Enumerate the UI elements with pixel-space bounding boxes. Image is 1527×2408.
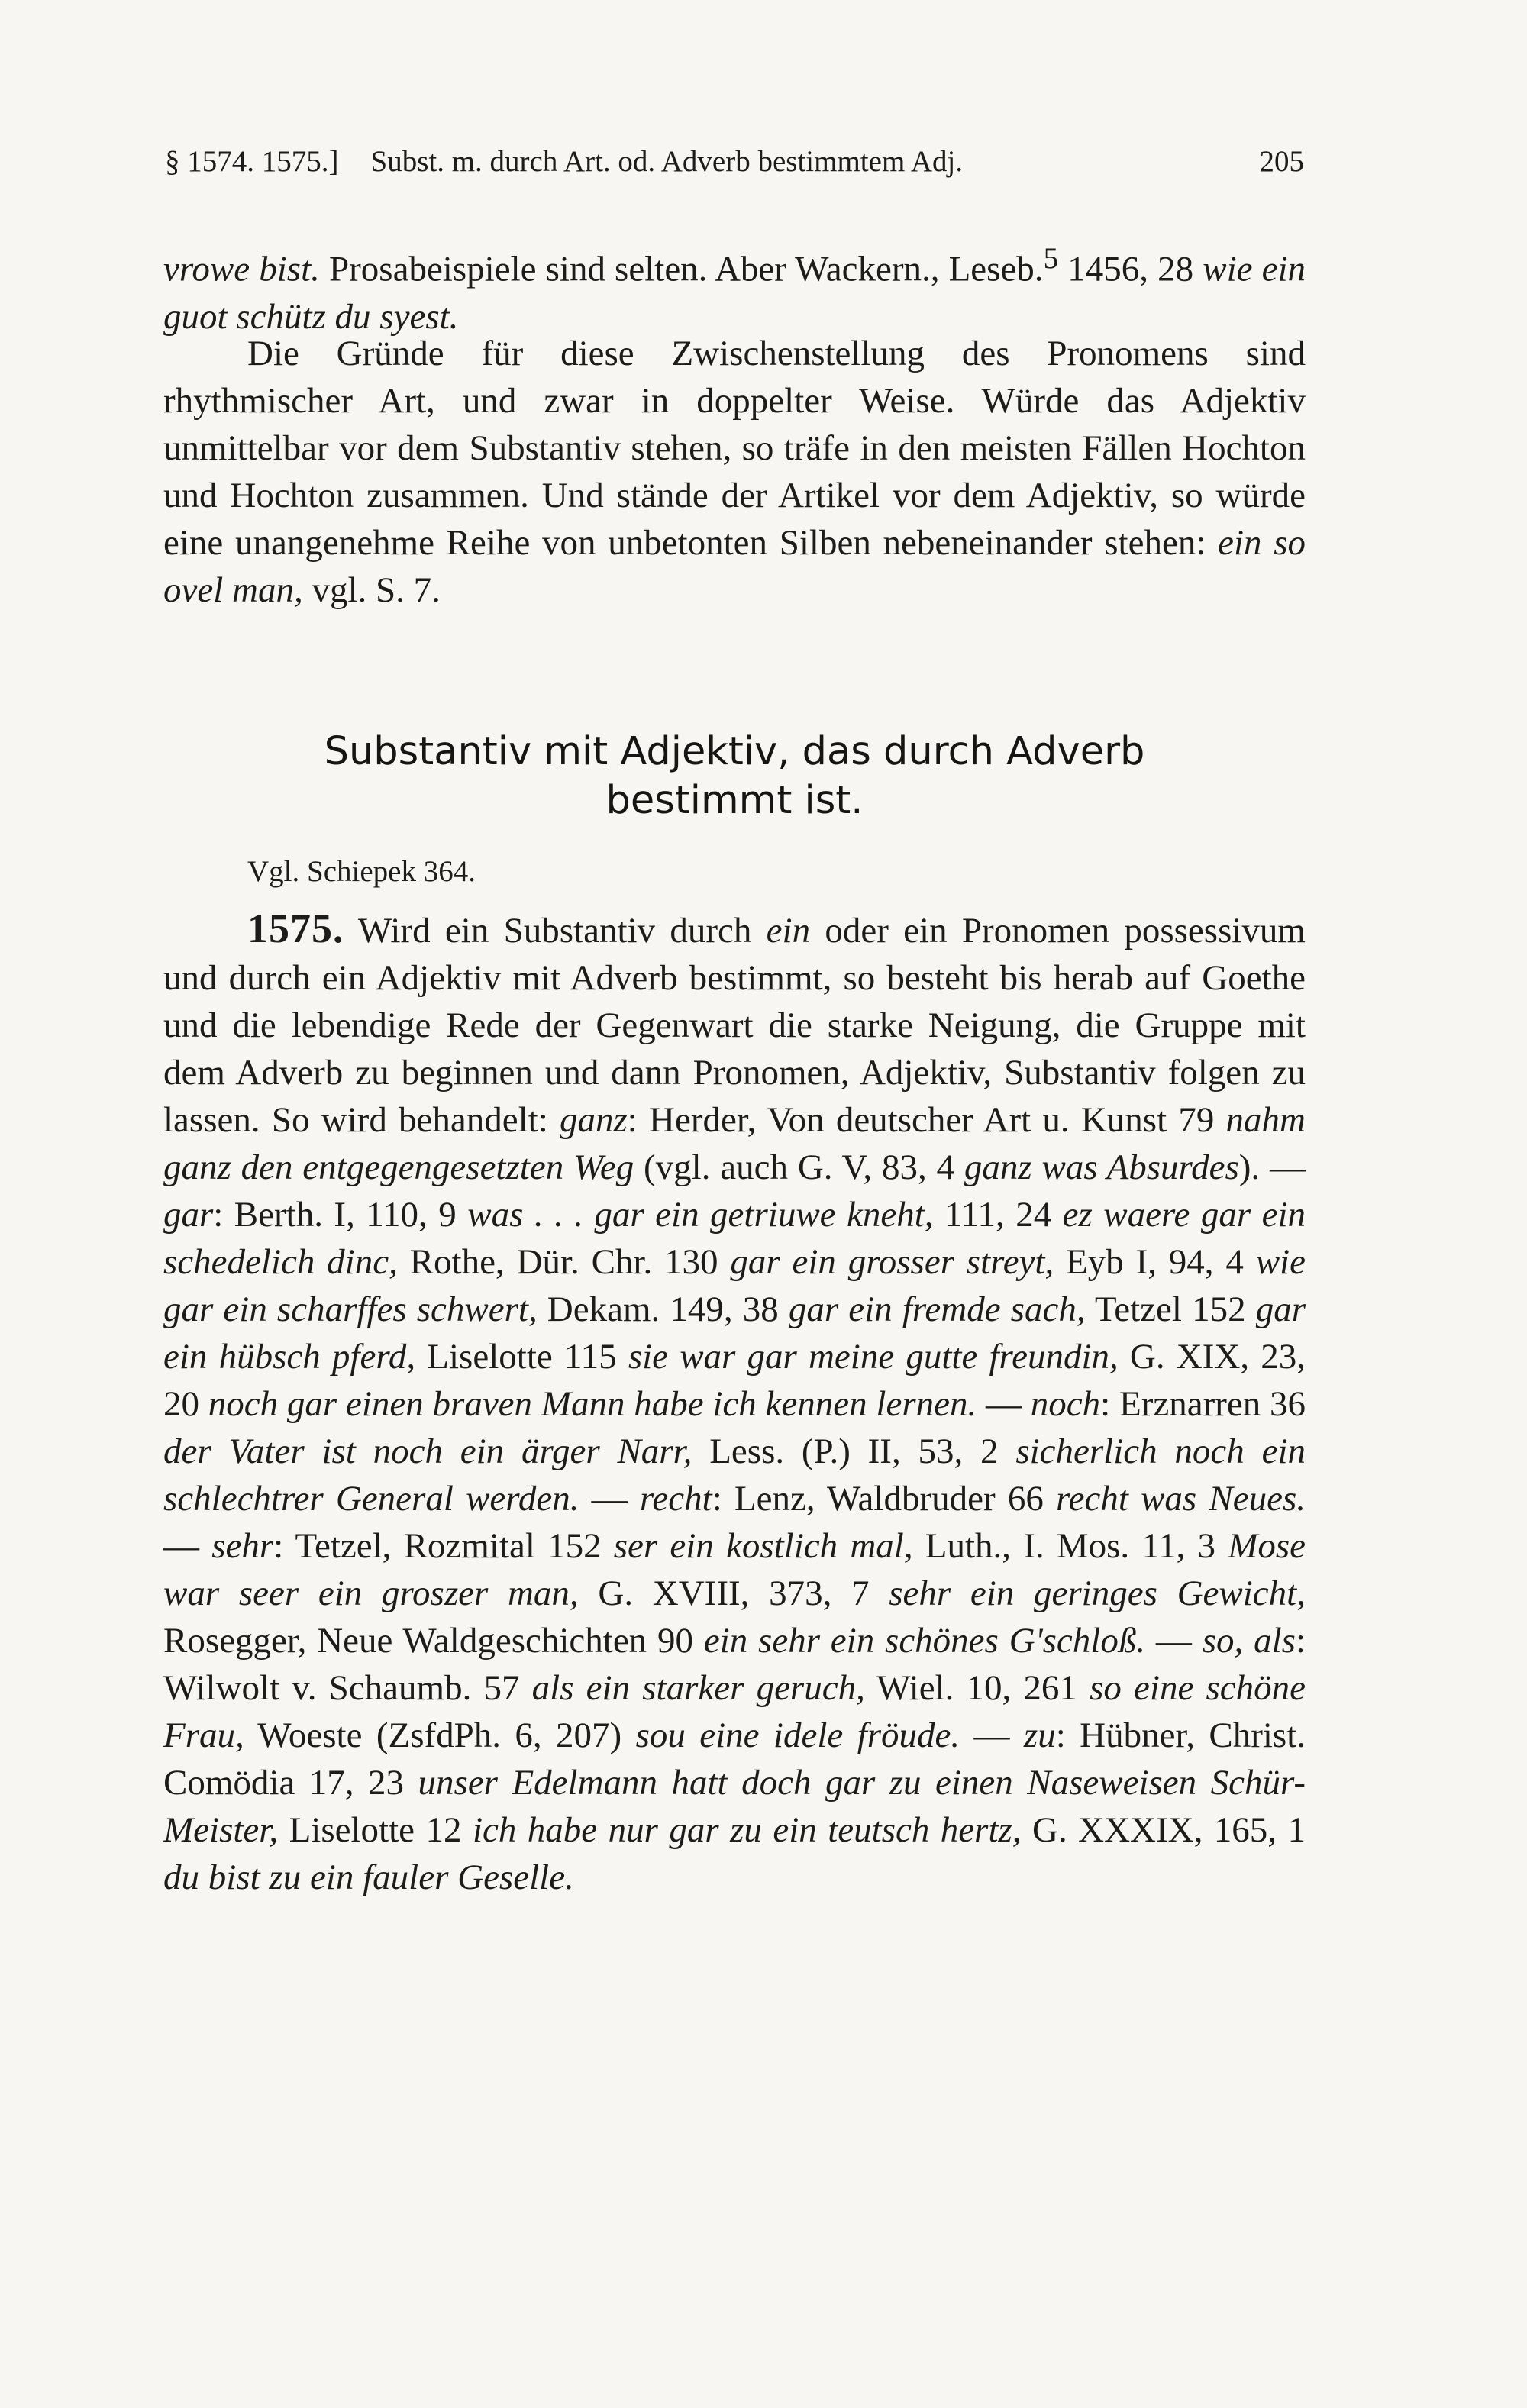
italic-run: vrowe bist. <box>163 249 320 289</box>
text-run: — <box>163 1526 212 1566</box>
italic-run: sicherlich noch ein schlechtrer General werden. <box>163 1432 1306 1519</box>
italic-run: Mose war seer ein groszer man, <box>163 1526 1306 1613</box>
text-run: — <box>960 1716 1024 1755</box>
italic-run: zu <box>1023 1716 1056 1755</box>
reference-note: Vgl. Schiepek 364. <box>247 855 476 888</box>
italic-run: gar ein hübsch pferd, <box>163 1290 1306 1377</box>
italic-run: wie ein guot schütz du syest. <box>163 249 1306 337</box>
text-run: : Lenz, Waldbruder 66 <box>712 1479 1057 1519</box>
text-run: 111, 24 <box>933 1195 1063 1235</box>
text-run: Die Gründe für diese Zwischenstellung des Pronomens sind rhythmischer Art, und zwar in doppelter Weise. Würde das Adjektiv unmittelbar vor dem Substantiv stehen, so träfe in den meisten Fällen Hochton und Hochton zusammen. Und stände der Artikel vor dem Adjektiv, so würde eine unangenehme Reihe von unbetonten Silben nebeneinander stehen: <box>163 334 1306 563</box>
text-run: : Erznarren 36 <box>1100 1384 1306 1424</box>
text-run: Luth., I. Mos. 11, 3 <box>912 1526 1228 1566</box>
italic-run: sou eine idele fröude. <box>635 1716 960 1755</box>
section-number: 1575. <box>247 905 344 951</box>
italic-run: gar ein grosser streyt, <box>730 1242 1054 1282</box>
italic-run: so eine schöne Frau, <box>163 1668 1306 1755</box>
italic-run: unser Edelmann hatt doch gar zu einen Naseweisen Schür-Meister, <box>163 1763 1306 1850</box>
heading-line-2: bestimmt ist. <box>605 778 864 823</box>
italic-run: noch <box>1030 1384 1101 1424</box>
text-run: — <box>1145 1621 1203 1661</box>
italic-run: nahm ganz den entgegengesetzten Weg <box>163 1100 1306 1187</box>
paragraph-text <box>163 905 1306 1901</box>
text-run: — <box>977 1384 1031 1424</box>
text-run: Wird ein Substantiv durch <box>344 911 767 951</box>
italic-run: wie gar ein scharffes schwert, <box>163 1242 1306 1329</box>
italic-run: sie war gar meine gutte freundin, <box>628 1337 1119 1377</box>
italic-run: als ein starker geruch, <box>531 1668 865 1708</box>
text-run: : Hübner, Christ. Comödia 17, 23 <box>163 1716 1306 1803</box>
section-heading <box>163 728 1306 825</box>
italic-run: noch gar einen braven Mann habe ich kennen lernen. <box>208 1384 977 1424</box>
paragraph-rhythm <box>163 330 1306 614</box>
text-run: (vgl. auch G. V, 83, 4 <box>634 1148 964 1187</box>
italic-run: ganz was Absurdes <box>964 1148 1239 1187</box>
text-run: G. XIX, 23, 20 <box>163 1337 1306 1424</box>
text-run: Prosabeispiele sind selten. Aber Wackern., Leseb. <box>319 249 1044 289</box>
header-section-ref: § 1574. 1575.] <box>165 145 339 178</box>
text-run: Tetzel 152 <box>1085 1290 1256 1329</box>
page-number: 205 <box>1259 145 1304 178</box>
text-run: Less. (P.) II, 53, 2 <box>692 1432 1016 1471</box>
text-run: Woeste (ZsfdPh. 6, 207) <box>244 1716 636 1755</box>
text-run: Dekam. 149, 38 <box>537 1290 789 1329</box>
paragraph-runs <box>163 911 1306 1897</box>
text-run: Eyb I, 94, 4 <box>1054 1242 1256 1282</box>
text-run: G. XXXIX, 165, 1 <box>1021 1810 1306 1850</box>
italic-run: gar ein fremde sach, <box>788 1290 1086 1329</box>
text-run: oder ein Pronomen possessivum und durch ein Adjektiv mit Adverb bestimmt, so besteht bis herab auf Goethe und die lebendige Rede der Gegenwart die starke Neigung, die Gruppe mit dem Adverb zu beginnen und dann Pronomen, Adjektiv, Substantiv folgen zu lassen. So wird behandelt: <box>163 911 1306 1140</box>
text-run: G. XVIII, 373, 7 <box>578 1574 889 1613</box>
italic-run: der Vater ist noch ein ärger Narr, <box>163 1432 692 1471</box>
superscript: 5 <box>1043 242 1059 275</box>
paragraph-1575 <box>163 905 1306 1901</box>
italic-run: ich habe nur gar zu ein teutsch hertz, <box>472 1810 1022 1850</box>
italic-run: ein <box>766 911 811 951</box>
text-run: vgl. S. 7. <box>302 570 441 610</box>
paragraph-text <box>163 235 1306 341</box>
text-run: Rothe, Dür. Chr. 130 <box>397 1242 731 1282</box>
paragraph-continued <box>163 235 1306 341</box>
text-run: : Tetzel, Rozmital 152 <box>273 1526 614 1566</box>
text-run: : Berth. I, 110, 9 <box>213 1195 468 1235</box>
italic-run: recht <box>639 1479 712 1519</box>
italic-run: sehr <box>211 1526 274 1566</box>
text-run: : Wilwolt v. Schaumb. 57 <box>163 1621 1306 1708</box>
text-run: 1456, 28 <box>1058 249 1203 289</box>
heading-line-1: Substantiv mit Adjektiv, das durch Adverb <box>324 729 1145 774</box>
italic-run: was . . . gar ein getriuwe kneht, <box>467 1195 934 1235</box>
text-run: Rosegger, Neue Waldgeschichten 90 <box>163 1621 704 1661</box>
text-run: ). — <box>1238 1148 1306 1187</box>
italic-run: sehr ein geringes Gewicht, <box>889 1574 1306 1613</box>
italic-run: gar <box>163 1195 214 1235</box>
text-run: Liselotte 115 <box>415 1337 628 1377</box>
italic-run: du bist zu ein fauler Geselle. <box>163 1858 574 1897</box>
paragraph-text <box>163 330 1306 614</box>
italic-run: ez waere gar ein schedelich dinc, <box>163 1195 1306 1282</box>
italic-run: ser ein kostlich mal, <box>613 1526 913 1566</box>
text-run: Liselotte 12 <box>278 1810 473 1850</box>
text-run: — <box>579 1479 640 1519</box>
text-run: Wiel. 10, 261 <box>864 1668 1090 1708</box>
header-title: Subst. m. durch Art. od. Adverb bestimmtem Adj. <box>370 145 964 178</box>
text-run: : Herder, Von deutscher Art u. Kunst 79 <box>627 1100 1226 1140</box>
italic-run: ganz <box>559 1100 628 1140</box>
italic-run: ein sehr ein schönes G'schloß. <box>703 1621 1146 1661</box>
italic-run: ein so ovel man, <box>163 523 1306 610</box>
italic-run: recht was Neues. <box>1056 1479 1306 1519</box>
running-header <box>165 144 1304 180</box>
italic-run: so, als <box>1202 1621 1296 1661</box>
